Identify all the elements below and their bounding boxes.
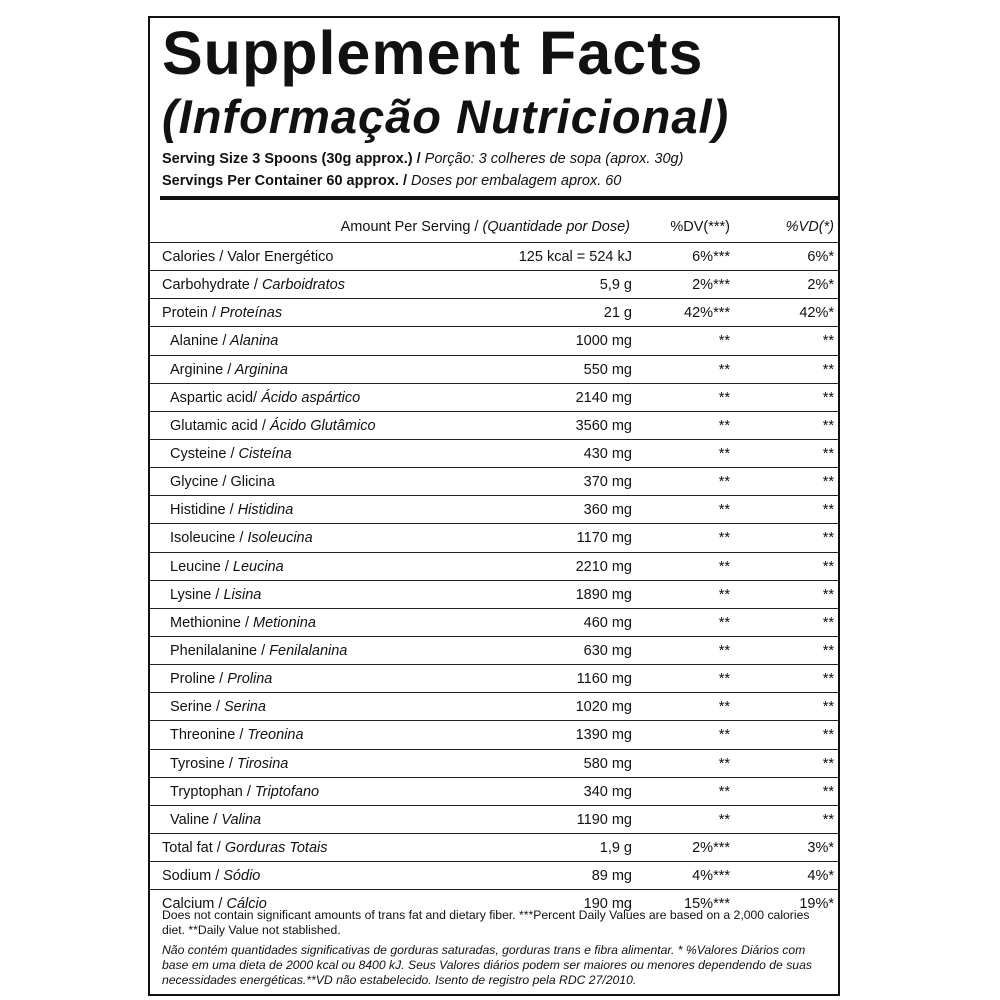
nutrient-vd: 2%*	[807, 277, 834, 294]
nutrient-dv: **	[718, 417, 730, 434]
nutrient-name: Proline / Prolina	[170, 671, 273, 688]
table-row	[150, 664, 840, 692]
nutrient-dv: **	[718, 727, 730, 744]
nutrient-dv: **	[718, 530, 730, 547]
nutrient-vd: **	[822, 502, 834, 519]
nutrient-vd: **	[822, 530, 834, 547]
nutrient-name: Total fat / Gorduras Totais	[162, 839, 328, 856]
table-row	[150, 326, 840, 354]
servings-per-container	[162, 172, 832, 190]
panel-title: Supplement Facts	[162, 19, 704, 87]
nutrient-amount: 370 mg	[583, 474, 632, 491]
nutrient-vd: **	[822, 671, 834, 688]
nutrient-amount: 430 mg	[583, 445, 632, 462]
nutrient-vd: **	[822, 389, 834, 406]
table-row	[150, 608, 840, 636]
nutrient-amount: 5,9 g	[599, 277, 632, 294]
nutrient-amount: 1170 mg	[576, 530, 632, 547]
nutrient-name: Methionine / Metionina	[170, 614, 316, 631]
nutrient-dv: 2%***	[692, 277, 730, 294]
header-dv: %DV(***)	[670, 219, 730, 235]
nutrient-vd: **	[822, 811, 834, 828]
nutrient-vd: **	[822, 783, 834, 800]
table-row	[150, 805, 840, 833]
nutrient-dv: **	[718, 614, 730, 631]
nutrient-dv: 42%***	[684, 305, 730, 322]
table-row	[150, 467, 840, 495]
nutrient-name: Serine / Serina	[170, 699, 266, 716]
nutrient-amount: 1,9 g	[599, 839, 632, 856]
header-amount: Amount Per Serving / (Quantidade por Dose)	[340, 219, 630, 235]
nutrient-dv: **	[718, 755, 730, 772]
nutrient-dv: **	[718, 445, 730, 462]
table-row	[150, 749, 840, 777]
nutrient-dv: **	[718, 361, 730, 378]
nutrient-vd: **	[822, 614, 834, 631]
nutrient-name: Cysteine / Cisteína	[170, 445, 292, 462]
nutrient-name: Protein / Proteínas	[162, 305, 283, 322]
nutrient-name: Sodium / Sódio	[162, 868, 261, 885]
nutrient-amount: 360 mg	[583, 502, 632, 519]
nutrient-name: Glycine / Glicina	[170, 474, 275, 491]
nutrient-name: Histidine / Histidina	[170, 502, 294, 519]
nutrient-vd: 19%*	[799, 896, 834, 913]
nutrient-dv: **	[718, 811, 730, 828]
table-row	[150, 552, 840, 580]
nutrient-amount: 1390 mg	[575, 727, 632, 744]
nutrient-amount: 460 mg	[583, 614, 632, 631]
nutrient-vd: **	[822, 333, 834, 350]
nutrient-name: Carbohydrate / Carboidratos	[162, 277, 345, 294]
nutrient-dv: **	[718, 558, 730, 575]
nutrient-name: Tryptophan / Triptofano	[170, 783, 320, 800]
servings-per-container-en: Servings Per Container 60 approx. /	[162, 173, 407, 189]
nutrient-vd: **	[822, 474, 834, 491]
table-row	[150, 861, 840, 889]
nutrient-dv: **	[718, 389, 730, 406]
nutrient-vd: **	[822, 417, 834, 434]
nutrient-name: Glutamic acid / Ácido Glutâmico	[170, 417, 376, 434]
nutrient-amount: 630 mg	[583, 642, 632, 659]
nutrient-dv: **	[718, 333, 730, 350]
nutrient-dv: **	[718, 474, 730, 491]
nutrient-amount: 125 kcal = 524 kJ	[518, 249, 632, 265]
nutrient-dv: **	[718, 783, 730, 800]
table-row	[150, 411, 840, 439]
nutrient-name: Calcium / Cálcio	[162, 896, 267, 913]
nutrient-amount: 1190 mg	[576, 811, 632, 828]
nutrient-name: Lysine / Lisina	[170, 586, 262, 603]
panel-subtitle: (Informação Nutricional)	[162, 90, 730, 143]
nutrient-dv: 15%***	[684, 896, 730, 913]
nutrient-amount: 21 g	[603, 305, 632, 322]
nutrient-vd: 42%*	[799, 305, 834, 322]
table-row	[150, 692, 840, 720]
nutrient-dv: 6%***	[692, 249, 730, 265]
nutrient-amount: 1000 mg	[575, 333, 632, 350]
table-row	[150, 355, 840, 383]
nutrient-dv: 4%***	[692, 868, 730, 885]
table-header	[150, 214, 840, 242]
nutrient-name: Threonine / Treonina	[170, 727, 304, 744]
nutrient-name: Tyrosine / Tirosina	[170, 755, 289, 772]
servings-per-container-pt: Doses por embalagem aprox. 60	[406, 173, 622, 189]
nutrient-amount: 2140 mg	[575, 389, 632, 406]
table-row	[150, 439, 840, 467]
nutrient-dv: **	[718, 699, 730, 716]
nutrient-name: Arginine / Arginina	[170, 361, 288, 378]
table-row	[150, 833, 840, 861]
header-vd: %VD(*)	[785, 219, 834, 235]
nutrient-vd: **	[822, 727, 834, 744]
nutrient-vd: **	[822, 558, 834, 575]
table-row	[150, 242, 840, 270]
nutrient-name: Alanine / Alanina	[170, 333, 279, 350]
nutrient-name: Calories / Valor Energético	[162, 249, 334, 265]
nutrient-vd: 6%*	[807, 249, 834, 265]
table-row	[150, 270, 840, 298]
nutrient-name: Phenilalanine / Fenilalanina	[170, 642, 348, 659]
footer-pt: Não contém quantidades significativas de gorduras saturadas, gorduras trans e fibra alimentar. * %Valores Diários com base em uma dieta de 2000 kcal ou 8400 kJ. Seus Valores diários podem ser maiores ou menores dependendo de suas necessidades energéticas.**VD não estabelecido. Isento de registro pela RDC 27/2010.	[162, 943, 812, 987]
nutrient-vd: **	[822, 699, 834, 716]
table-row	[150, 580, 840, 608]
nutrient-vd: **	[822, 586, 834, 603]
nutrient-amount: 89 mg	[591, 868, 632, 885]
serving-size	[162, 150, 832, 168]
nutrient-table	[150, 242, 840, 917]
nutrient-dv: **	[718, 671, 730, 688]
table-row	[150, 523, 840, 551]
table-row	[150, 495, 840, 523]
nutrient-amount: 1890 mg	[575, 586, 632, 603]
nutrient-vd: 4%*	[807, 868, 834, 885]
table-row	[150, 383, 840, 411]
nutrient-amount: 1160 mg	[576, 671, 632, 688]
supplement-facts-panel	[148, 16, 840, 996]
thick-rule	[160, 196, 838, 200]
nutrient-dv: 2%***	[692, 839, 730, 856]
nutrient-vd: **	[822, 755, 834, 772]
nutrient-amount: 3560 mg	[575, 417, 632, 434]
nutrient-dv: **	[718, 642, 730, 659]
nutrient-name: Leucine / Leucina	[170, 558, 284, 575]
nutrient-vd: **	[822, 445, 834, 462]
table-row	[150, 720, 840, 748]
footer-en: Does not contain significant amounts of trans fat and dietary fiber. ***Percent Daily Values are based on a 2,000 calories diet. **Daily Value not stablished.	[162, 908, 810, 937]
serving-size-pt: Porção: 3 colheres de sopa (aprox. 30g)	[420, 151, 684, 167]
nutrient-name: Valine / Valina	[170, 811, 262, 828]
nutrient-dv: **	[718, 502, 730, 519]
nutrient-amount: 550 mg	[583, 361, 632, 378]
nutrient-amount: 580 mg	[583, 755, 632, 772]
nutrient-amount: 190 mg	[583, 896, 632, 913]
nutrient-amount: 2210 mg	[575, 558, 632, 575]
nutrient-vd: 3%*	[807, 839, 834, 856]
table-row	[150, 636, 840, 664]
nutrient-vd: **	[822, 642, 834, 659]
nutrient-name: Aspartic acid/ Ácido aspártico	[170, 389, 361, 406]
nutrient-amount: 1020 mg	[575, 699, 632, 716]
nutrient-dv: **	[718, 586, 730, 603]
nutrient-vd: **	[822, 361, 834, 378]
serving-size-en: Serving Size 3 Spoons (30g approx.) /	[162, 151, 421, 167]
nutrient-amount: 340 mg	[583, 783, 632, 800]
nutrient-name: Isoleucine / Isoleucina	[170, 530, 313, 547]
table-row	[150, 777, 840, 805]
table-row	[150, 298, 840, 326]
